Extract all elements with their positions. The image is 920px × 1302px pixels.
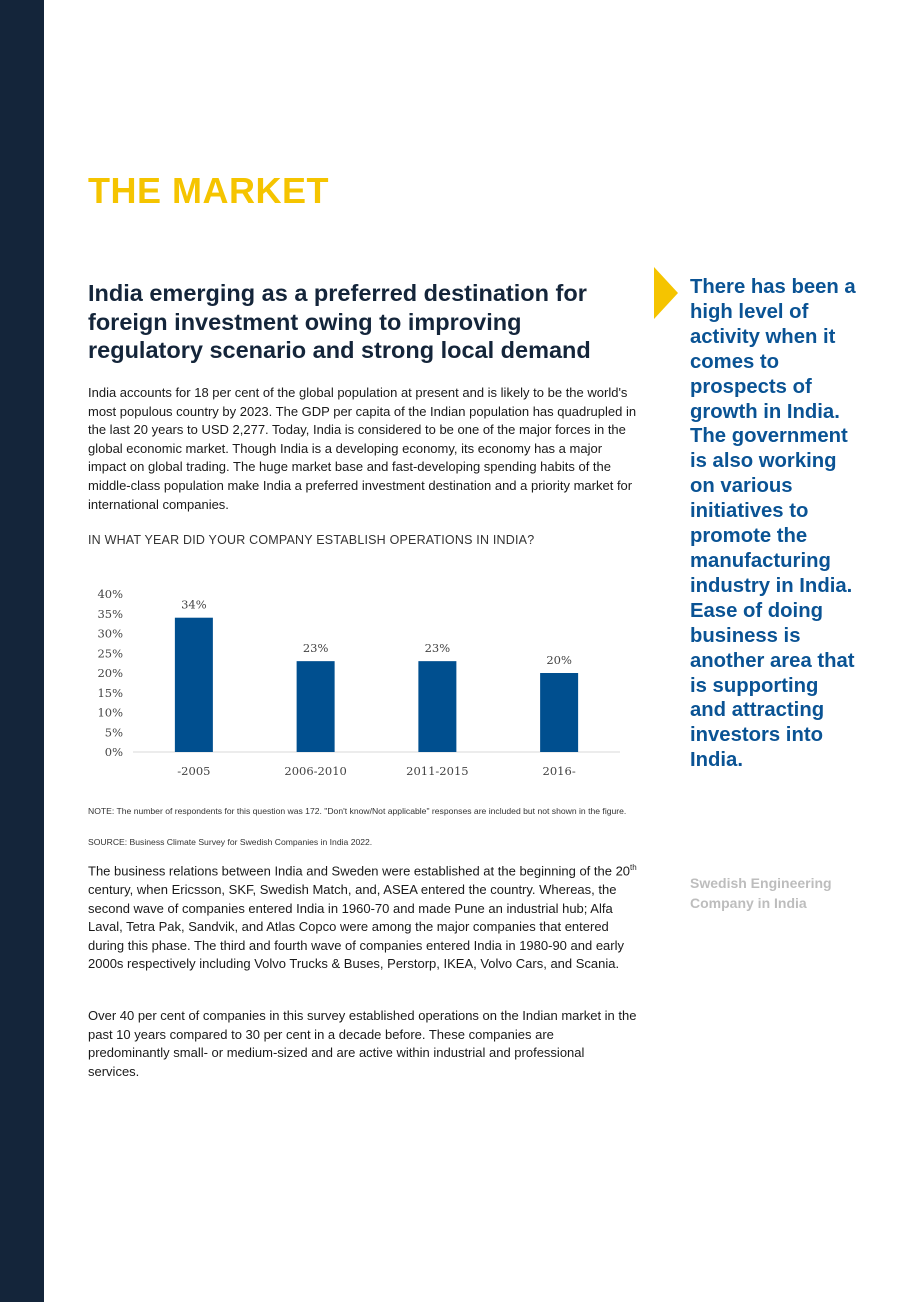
data-label: 23% [302,641,329,656]
bar [175,618,213,752]
y-tick-label: 40% [97,587,123,601]
sidebar-stripe [0,0,44,1302]
chart-note: NOTE: The number of respondents for this question was 172. "Don't know/Not applicable" responses are included but not shown in the figure. [88,806,627,816]
y-tick-label: 0% [104,745,123,759]
ordinal-suffix: th [630,863,637,872]
relations-text-end: century, when Ericsson, SKF, Swedish Match, and, ASEA entered the country. Whereas, the second wave of companies entered India in 1960-70 and made Pune an industrial hub; Alfa Laval, Tetra Pak, Sandvik, and Atlas Copco were among the major companies that entered during this phase. The third and fourth wave of companies entered India in 1980-90 and early 2000s respectively including Volvo Trucks & Buses, Perstorp, IKEA, Volvo Cars, and Scania. [88,881,624,972]
bar [297,661,335,752]
relations-text-start: The business relations between India and Sweden were established at the beginning of the 20 [88,863,631,879]
y-tick-label: 10% [97,705,123,720]
section-subheading: India emerging as a preferred destination for foreign investment owing to improving regulatory scenario and strong local demand [88,280,591,363]
y-tick-label: 25% [97,646,123,661]
y-tick-label: 20% [97,666,123,680]
y-tick-label: 15% [97,685,123,700]
y-tick-label: 35% [97,606,123,621]
bar-chart [88,580,633,785]
data-label: 20% [546,653,572,667]
quote-arrow-icon [654,267,678,319]
x-tick-label: -2005 [177,764,211,778]
data-label: 23% [424,641,451,656]
quote-attribution: Swedish Engineering Company in India [690,875,832,911]
survey-paragraph: Over 40 per cent of companies in this survey established operations on the Indian market in the past 10 years compared to 30 per cent in a decade before. These companies are predominantly small- or medium-sized and are active within industrial and professional services. [88,1008,637,1079]
y-tick-label: 30% [97,626,123,641]
pull-quote [690,275,860,773]
pull-quote-part-1: There has been a high level of activity when it comes to prospects of growth in India. The government is also working on various initiatives to promote the manufacturing industry in India. [690,276,856,597]
x-tick-label: 2016- [542,764,576,778]
bar [418,661,456,752]
x-tick-label: 2006-2010 [284,764,347,778]
pull-quote-part-2: Ease of doing business is another area that is supporting and attracting investors into India. [690,599,855,772]
chart-source: SOURCE: Business Climate Survey for Swedish Companies in India 2022. [88,837,373,847]
chart-question: IN WHAT YEAR DID YOUR COMPANY ESTABLISH OPERATIONS IN INDIA? [88,533,535,547]
data-label: 34% [181,597,207,612]
bar [540,673,578,752]
intro-paragraph: India accounts for 18 per cent of the global population at present and is likely to be the world's most populous country by 2023. The GDP per capita of the Indian population has quadrupled in the last 20 years to USD 2,277. Today, India is considered to be one of the major forces in the global economic market. Though India is a developing economy, its economy has a major impact on global trading. The huge market base and fast-developing spending habits of the middle-class population make India a preferred investment destination and a priority market for international companies. [88,385,637,512]
relations-paragraph [88,859,638,974]
y-tick-label: 5% [104,725,123,740]
page-title: THE MARKET [88,170,329,211]
x-tick-label: 2011-2015 [406,764,469,778]
